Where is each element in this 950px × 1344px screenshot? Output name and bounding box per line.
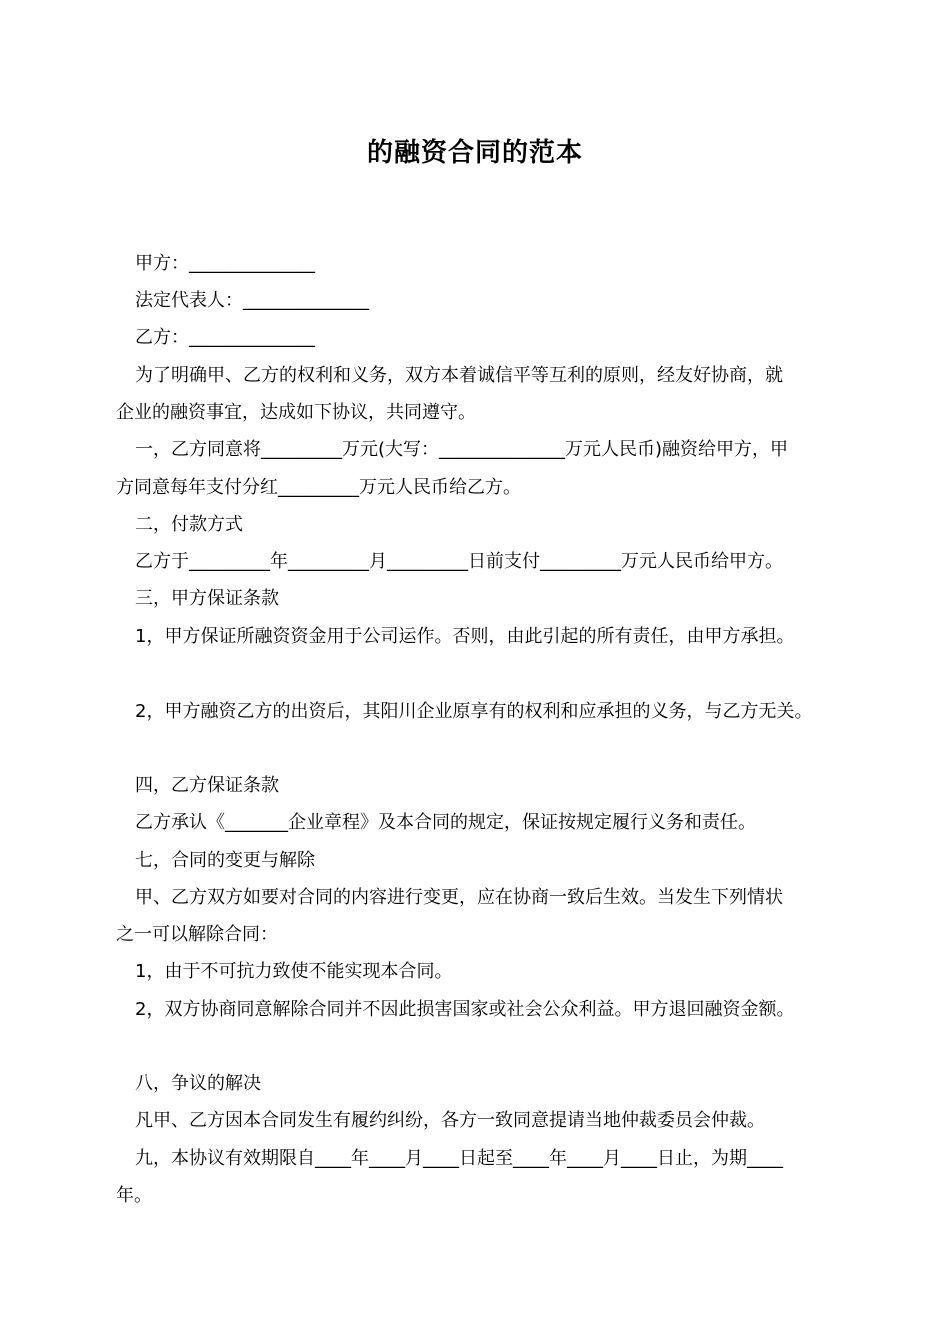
party-a-line: 甲方：______________ [135,253,315,274]
clause-7-heading: 七，合同的变更与解除 [135,850,315,871]
document-title: 的融资合同的范本 [366,138,583,168]
clause-3-item-2: 2，甲方融资乙方的出资后，其阳川企业原享有的权利和应承担的义务，与乙方无关。 [135,701,813,722]
preamble-line-2: 企业的融资事宜，达成如下协议，共同遵守。 [116,402,476,423]
clause-1-line-1: 一，乙方同意将_________万元(大写：______________万元人民币)融资给甲方，甲 [135,439,789,460]
clause-8-body: 凡甲、乙方因本合同发生有履约纠纷，各方一致同意提请当地仲裁委员会仲裁。 [135,1110,765,1131]
clause-2-heading: 二，付款方式 [135,514,243,535]
clause-9-line-1: 九，本协议有效期限自____年____月____日起至____年____月____日止，为期____ [135,1148,783,1169]
clause-7-item-1: 1，由于不可抗力致使不能实现本合同。 [135,961,453,982]
clause-3-item-1: 1，甲方保证所融资资金用于公司运作。否则，由此引起的所有责任，由甲方承担。 [135,626,795,647]
clause-7-body-line-1: 甲、乙方双方如要对合同的内容进行变更，应在协商一致后生效。当发生下列情状 [135,887,783,908]
clause-8-heading: 八，争议的解决 [135,1073,261,1094]
clause-4-body: 乙方承认《_______企业章程》及本合同的规定，保证按规定履行义务和责任。 [135,812,756,833]
clause-2-body: 乙方于_________年_________月_________日前支付_________万元人民币给甲方。 [135,551,783,572]
clause-7-body-line-2: 之一可以解除合同： [116,924,278,945]
clause-3-heading: 三，甲方保证条款 [135,588,279,609]
clause-7-item-2: 2，双方协商同意解除合同并不因此损害国家或社会公众利益。甲方退回融资金额。 [135,999,795,1020]
party-b-line: 乙方：______________ [135,327,315,348]
legal-representative-line: 法定代表人：______________ [135,290,369,311]
clause-1-line-2: 方同意每年支付分红_________万元人民币给乙方。 [116,477,521,498]
preamble-line-1: 为了明确甲、乙方的权利和义务，双方本着诚信平等互利的原则，经友好协商，就 [135,365,783,386]
clause-9-line-2: 年。 [116,1185,152,1206]
clause-4-heading: 四，乙方保证条款 [135,775,279,796]
